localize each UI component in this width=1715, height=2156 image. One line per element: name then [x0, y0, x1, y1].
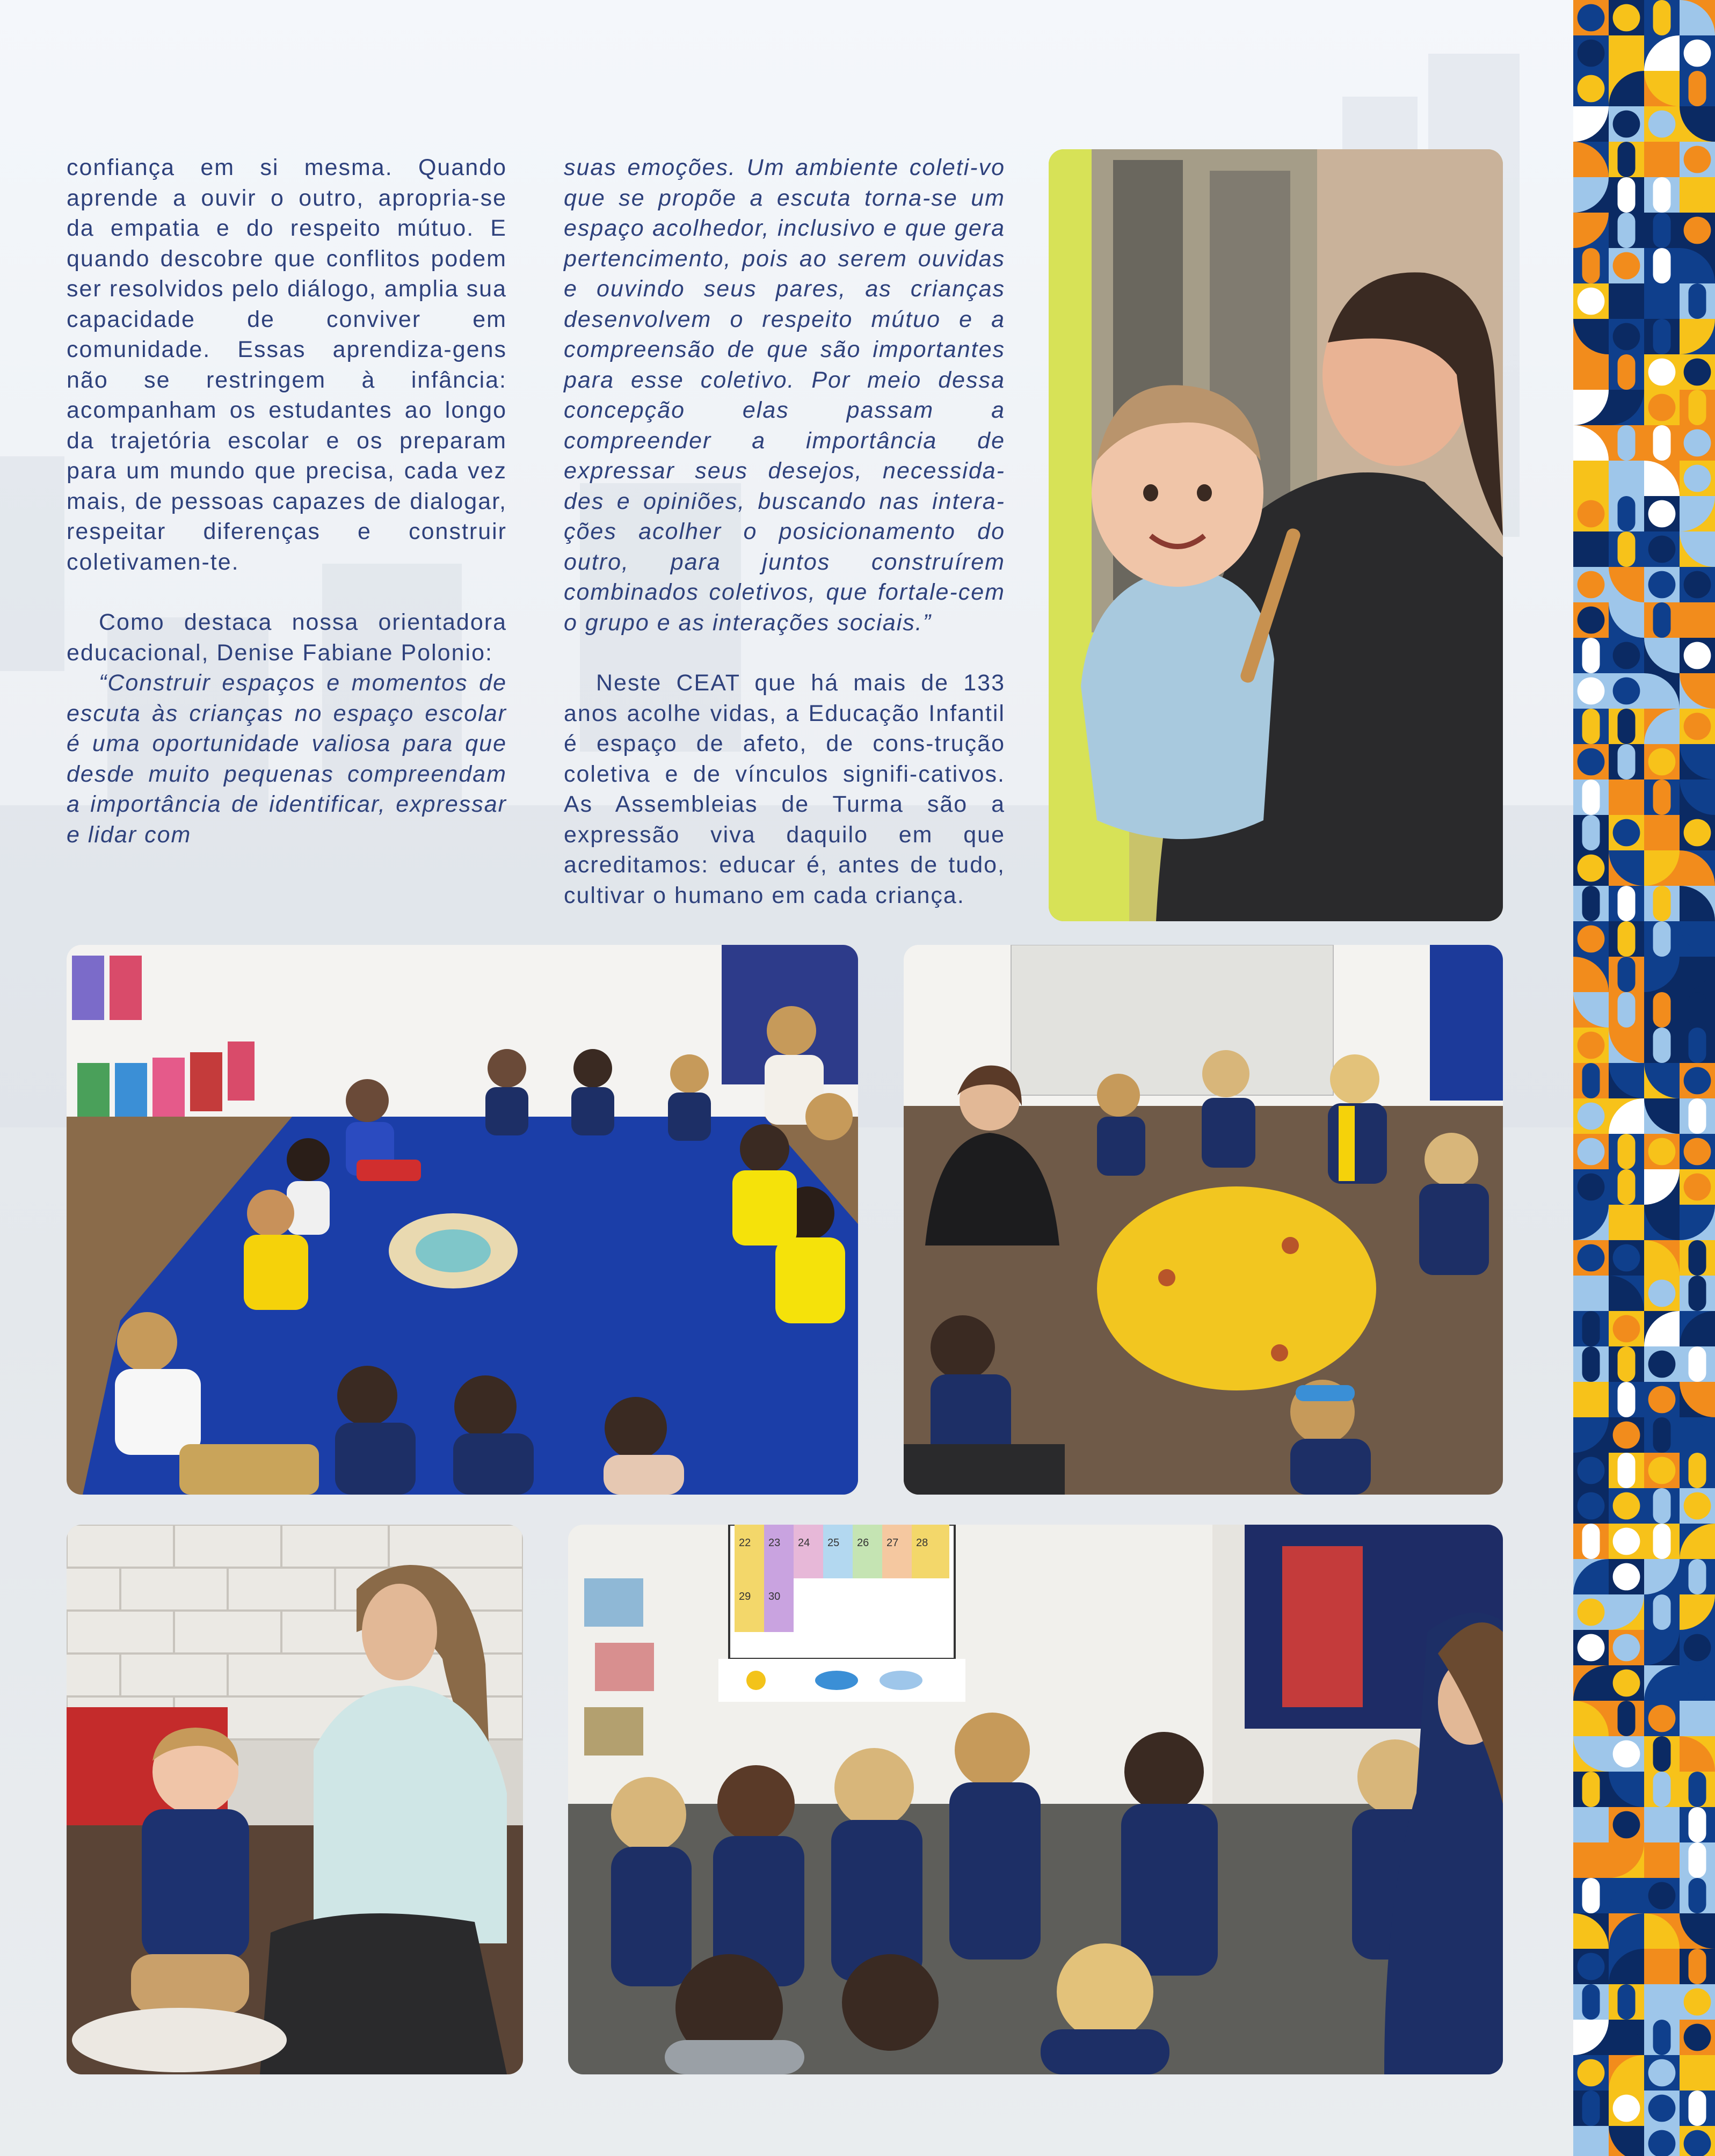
quote-text: suas emoções. Um ambiente coleti-vo que se propõe a escuta torna-se um espaço acolhedor, inclusivo e que gera pertencimento, pois ao serem ouvidas e ouvindo seus pares, as crianças desenvolvem o respeito mútuo e a compreensão de que são importantes para esse coletivo. Por meio dessa concepção elas passam a compreender a importância de expressar seus desejos, necessida-des e opiniões, buscando nas intera-ções acolher o posicionamento do outro, para juntos construírem combinados coletivos, que fortale-cem o grupo e as interações sociais.” — [564, 155, 1005, 636]
calendar-day-number: 25 — [827, 1537, 840, 1549]
article-paragraph: Neste CEAT que há mais de 133 anos acolhe vidas, a Educação Infantil é espaço de afeto, de cons-trução coletiva e de vínculos signifi-cativos. As Assembleias de Turma são a expressão viva daquilo em que acreditamos: educar é, antes de tudo, cultivar o humano em cada criança. — [564, 670, 1005, 908]
photo-mother-holding-baby — [1049, 149, 1503, 921]
photo-children-circle-sun-mat — [904, 945, 1503, 1495]
calendar-day-number: 22 — [739, 1537, 751, 1549]
photo-children-circle-blue-mat — [67, 945, 858, 1495]
calendar-day-number: 23 — [768, 1537, 781, 1549]
article-column-left — [67, 152, 507, 850]
quote-text: “Construir espaços e momentos de escuta às crianças no espaço escolar é uma oportunidade valiosa para que desde muito pequenas compreendam a importância de identificar, expressar e lidar com — [67, 670, 507, 848]
calendar-day-number: 24 — [798, 1537, 810, 1549]
article-column-right — [564, 152, 1005, 911]
decorative-pattern-strip — [1573, 0, 1715, 2156]
photo-teacher-with-toddler — [67, 1525, 523, 2074]
calendar-day-number: 30 — [768, 1591, 781, 1603]
article-paragraph: confiança em si mesma. Quando aprende a ouvir o outro, apropria-se da empatia e do respeito mútuo. E quando descobre que conflitos podem ser resolvidos pelo diálogo, amplia sua capacidade de conviver em comunidade. Essas aprendiza-gens não se restringem à infância: acompanham os estudantes ao longo da trajetória escolar e os preparam para um mundo que precisa, cada vez mais, de pessoas capazes de dialogar, respeitar diferenças e construir coletivamen-te. — [67, 155, 507, 575]
calendar-day-number: 28 — [916, 1537, 928, 1549]
calendar-day-number: 29 — [739, 1591, 751, 1603]
article-paragraph: Como destaca nossa orientadora educacional, Denise Fabiane Polonio: — [67, 609, 507, 666]
photo-children-group-seated — [568, 1525, 1503, 2074]
calendar-day-number: 27 — [886, 1537, 899, 1549]
calendar-day-number: 26 — [857, 1537, 869, 1549]
